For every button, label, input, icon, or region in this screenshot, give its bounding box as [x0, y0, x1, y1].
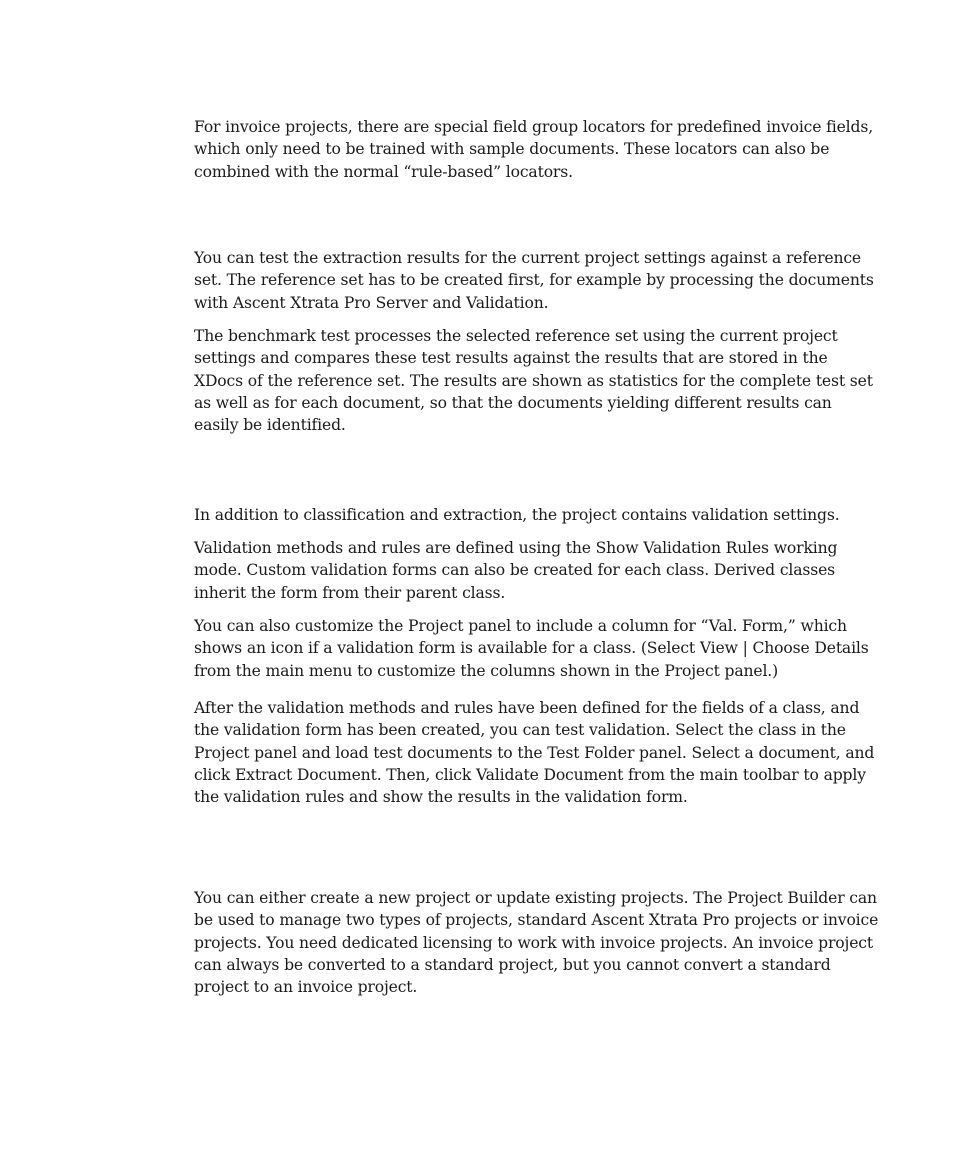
paragraph-benchmark-reference-set: You can test the extraction results for the current project settings against a reference set. The reference set has to be created first, for example by processing the documents with Ascent Xtrata Pro Server and Validation. — [194, 249, 874, 312]
paragraph-project-types: You can either create a new project or update existing projects. The Project Builder can be used to manage two types of projects, standard Ascent Xtrata Pro projects or invoice projects. You need dedicated licensing to work with invoice projects. An invoice project can always be converted to a standard project, but you cannot convert a standard project to an invoice project. — [194, 889, 879, 997]
paragraph-test-validation: After the validation methods and rules have been defined for the fields of a class, and the validation form has been created, you can test validation. Select the class in the Project panel and load test documents to the Test Folder panel. Select a document, and click Extract Document. Then, click Validate Document from the main toolbar to apply the validation rules and show the results in the validation form. — [194, 699, 875, 807]
paragraph-val-form-column: You can also customize the Project panel to include a column for “Val. Form,” which shows an icon if a validation form is available for a class. (Select View | Choose Details from the main menu to customize the columns shown in the Project panel.) — [194, 617, 869, 680]
paragraph-validation-intro: In addition to classification and extraction, the project contains validation settings. — [194, 506, 840, 524]
paragraph-invoice-locators: For invoice projects, there are special field group locators for predefined invoice fields, which only need to be trained with sample documents. These locators can also be combined with the normal “rule-based” locators. — [194, 118, 874, 181]
paragraph-benchmark-test: The benchmark test processes the selected reference set using the current project settings and compares these test results against the results that are stored in the XDocs of the reference set. The results are shown as statistics for the complete test set as well as for each document, so that the documents yielding different results can easily be identified. — [194, 327, 873, 435]
paragraph-validation-methods: Validation methods and rules are defined using the Show Validation Rules working mode. Custom validation forms can also be created for each class. Derived classes inherit the form from their parent class. — [194, 539, 838, 602]
